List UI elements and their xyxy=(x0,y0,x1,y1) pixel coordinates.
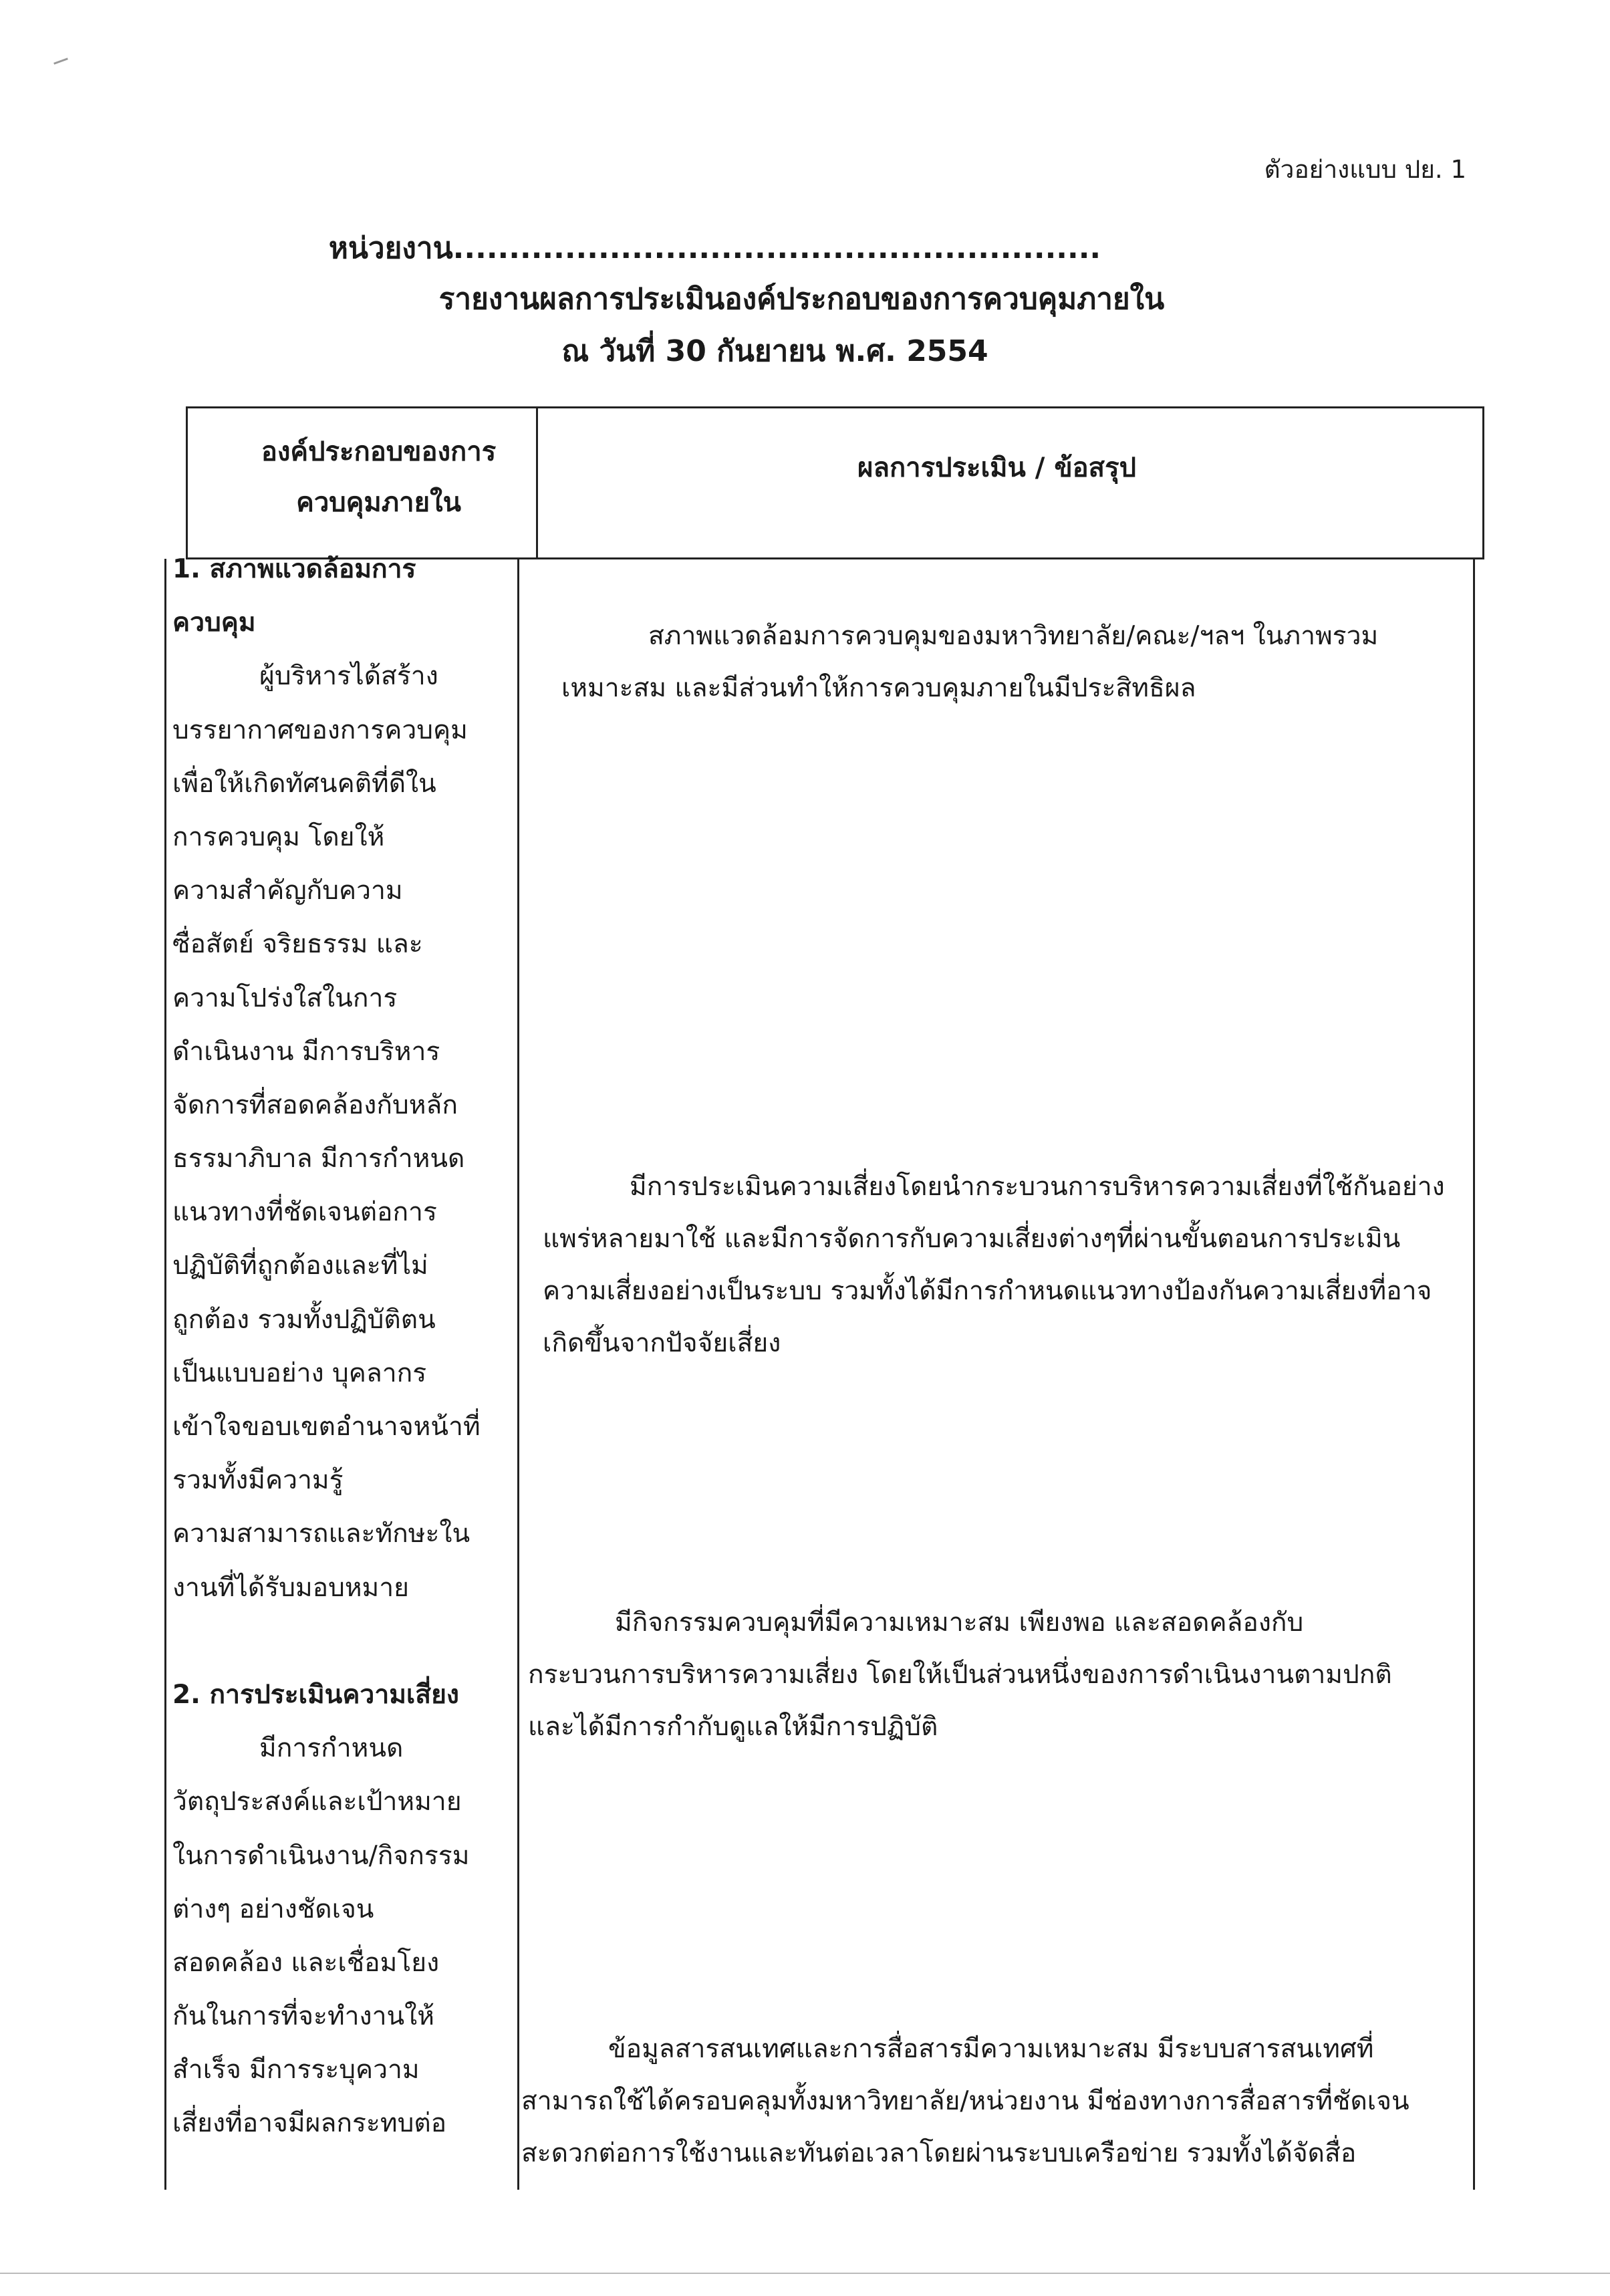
component-line: เพื่อให้เกิดทัศนคติที่ดีใน xyxy=(172,768,436,799)
component-line: บรรยากาศของการควบคุม xyxy=(172,715,468,745)
component-line: เข้าใจขอบเขตอำนาจหน้าที่ xyxy=(172,1412,481,1442)
component-line: มีการกำหนด xyxy=(259,1733,404,1764)
result-line: ข้อมูลสารสนเทศและการสื่อสารมีความเหมาะสม มีระบบสารสนเทศที่ xyxy=(608,2034,1374,2064)
component-line: สอดคล้อง และเชื่อมโยง xyxy=(172,1947,440,1978)
component-line: ปฏิบัติที่ถูกต้องและที่ไม่ xyxy=(172,1251,428,1281)
component-line: จัดการที่สอดคล้องกับหลัก xyxy=(172,1090,458,1120)
component-line: การควบคุม โดยให้ xyxy=(172,821,385,852)
component-line: ความสำคัญกับความ xyxy=(172,876,403,906)
result-line: กระบวนการบริหารความเสี่ยง โดยให้เป็นส่วนหนึ่งของการดำเนินงานตามปกติ xyxy=(528,1660,1392,1690)
component-line: วัตถุประสงค์และเป้าหมาย xyxy=(172,1787,462,1817)
component-line: 2. การประเมินความเสี่ยง xyxy=(172,1679,459,1710)
component-line: ความสามารถและทักษะใน xyxy=(172,1519,471,1549)
result-line: สามารถใช้ได้ครอบคลุมทั้งมหาวิทยาลัย/หน่วยงาน มีช่องทางการสื่อสารที่ชัดเจน xyxy=(521,2086,1410,2116)
component-line: งานที่ได้รับมอบหมาย xyxy=(172,1572,410,1603)
result-line: สภาพแวดล้อมการควบคุมของมหาวิทยาลัย/คณะ/ฯลฯ ในภาพรวม xyxy=(648,621,1379,651)
component-line: เป็นแบบอย่าง บุคลากร xyxy=(172,1358,427,1388)
report-title: รายงานผลการประเมินองค์ประกอบของการควบคุมภายใน xyxy=(438,282,1165,316)
component-line: ความโปร่งใสในการ xyxy=(172,983,398,1013)
component-line: เสี่ยงที่อาจมีผลกระทบต่อ xyxy=(172,2108,447,2139)
component-line: ถูกต้อง รวมทั้งปฏิบัติตน xyxy=(172,1304,436,1335)
table-border-right xyxy=(1482,406,1484,559)
column-header-components-line-2: ควบคุมภายใน xyxy=(296,487,461,518)
component-line: กันในการที่จะทำงานให้ xyxy=(172,2001,434,2032)
column-header-results: ผลการประเมิน / ข้อสรุป xyxy=(857,453,1136,483)
result-line: และได้มีการกำกับดูแลให้มีการปฏิบัติ xyxy=(528,1712,938,1742)
column-header-components-line-1: องค์ประกอบของการ xyxy=(261,436,497,467)
component-line: ธรรมาภิบาล มีการกำหนด xyxy=(172,1144,465,1174)
result-paragraph-3 xyxy=(528,1597,1392,1753)
result-paragraph-2 xyxy=(543,1161,1445,1370)
component-line: 1. สภาพแวดล้อมการ xyxy=(172,554,416,584)
form-code: ตัวอย่างแบบ ปย. 1 xyxy=(1264,155,1466,184)
table-border-top xyxy=(186,406,1484,408)
component-line: ดำเนินงาน มีการบริหาร xyxy=(172,1036,440,1067)
result-line: มีกิจกรรมควบคุมที่มีความเหมาะสม เพียงพอ และสอดคล้องกับ xyxy=(615,1608,1304,1638)
component-line: ซื่อสัตย์ จริยธรรม และ xyxy=(172,929,423,960)
component-line: สำเร็จ มีการระบุความ xyxy=(172,2055,420,2085)
table-border-left-lower xyxy=(164,559,166,2190)
result-line: สะดวกต่อการใช้งานและทันต่อเวลาโดยผ่านระบบเครือข่าย รวมทั้งได้จัดสื่อ xyxy=(521,2138,1357,2168)
component-line: รวมทั้งมีความรู้ xyxy=(172,1465,344,1496)
components-column xyxy=(172,543,520,2151)
column-header-components xyxy=(188,426,536,528)
report-date: ณ วันที่ 30 กันยายน พ.ศ. 2554 xyxy=(561,334,988,368)
component-line: ต่างๆ อย่างชัดเจน xyxy=(172,1894,374,1924)
result-line: มีการประเมินความเสี่ยงโดยนำกระบวนการบริหารความเสี่ยงที่ใช้กันอย่าง xyxy=(630,1172,1445,1202)
result-line: ความเสี่ยงอย่างเป็นระบบ รวมทั้งได้มีการกำหนดแนวทางป้องกันความเสี่ยงที่อาจ xyxy=(543,1276,1432,1306)
component-line: ควบคุม xyxy=(172,608,256,638)
unit-line: หน่วยงาน.......................................................... xyxy=(328,231,1101,265)
result-line: เกิดขึ้นจากปัจจัยเสี่ยง xyxy=(543,1328,781,1358)
component-line xyxy=(172,1615,520,1668)
result-paragraph-4 xyxy=(521,2023,1410,2180)
result-line: แพร่หลายมาใช้ และมีการจัดการกับความเสี่ยงต่างๆที่ผ่านขั้นตอนการประเมิน xyxy=(543,1224,1401,1254)
page-bottom-rule xyxy=(0,2273,1610,2274)
component-line: แนวทางที่ชัดเจนต่อการ xyxy=(172,1197,437,1228)
result-paragraph-1 xyxy=(561,610,1378,715)
table-border-right-lower xyxy=(1473,559,1475,2190)
component-line: ผู้บริหารได้สร้าง xyxy=(259,661,438,692)
scan-mark xyxy=(53,57,68,64)
result-line: เหมาะสม และมีส่วนทำให้การควบคุมภายในมีประสิทธิผล xyxy=(561,673,1196,703)
component-line: ในการดำเนินงาน/กิจกรรม xyxy=(172,1840,470,1871)
